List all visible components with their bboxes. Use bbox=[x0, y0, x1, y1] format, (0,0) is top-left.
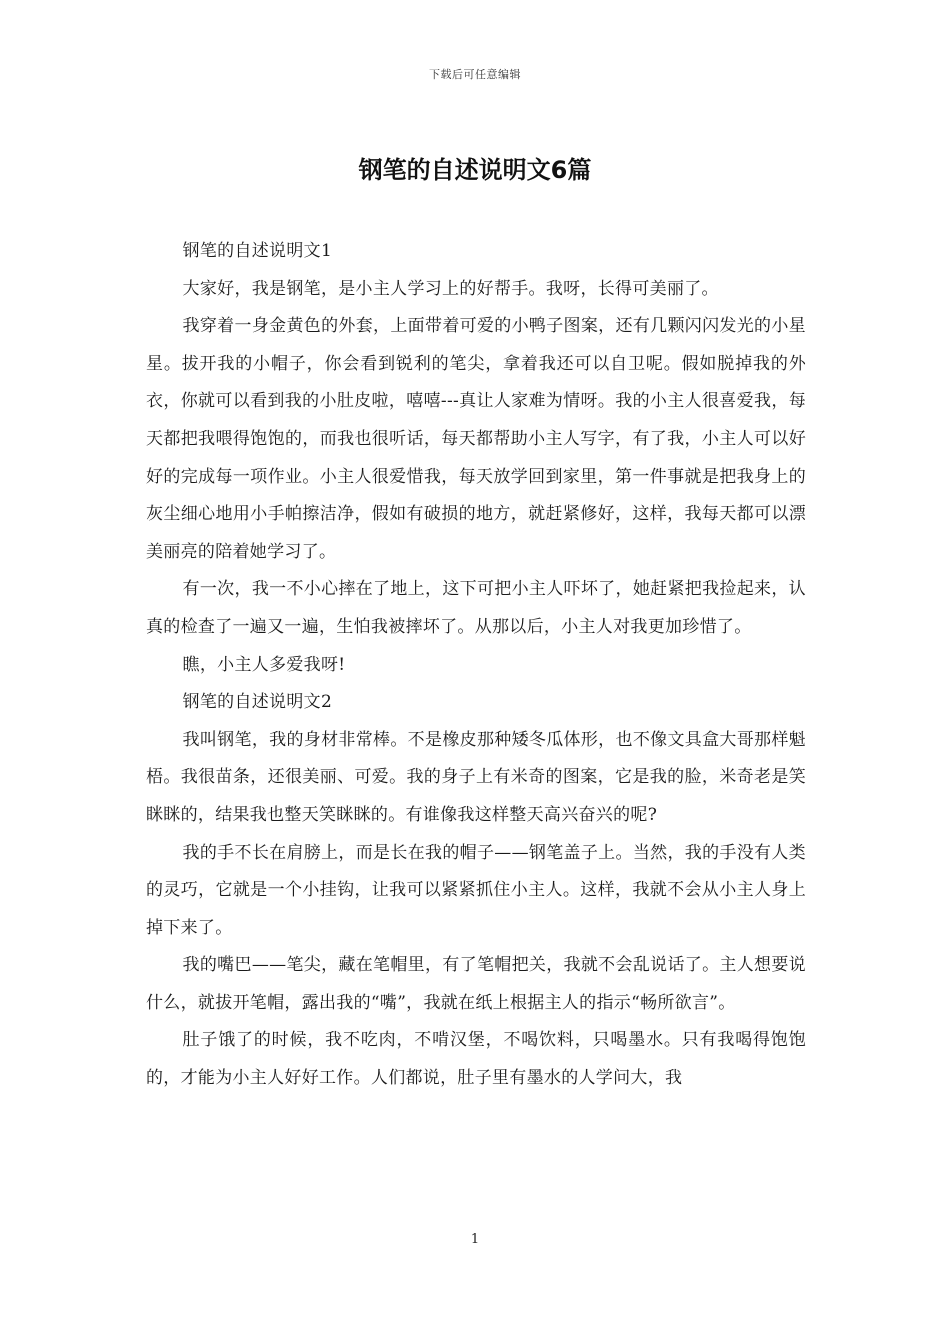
paragraph: 我穿着一身金黄色的外套，上面带着可爱的小鸭子图案，还有几颗闪闪发光的小星星。拔开我的小帽子，你会看到锐利的笔尖，拿着我还可以自卫呢。假如脱掉我的外衣，你就可以看到我的小肚皮啦，嘻嘻---真让人家难为情呀。我的小主人很喜爱我，每天都把我喂得饱饱的，而我也很听话，每天都帮助小主人写字，有了我，小主人可以好好的完成每一项作业。小主人很爱惜我，每天放学回到家里，第一件事就是把我身上的灰尘细心地用小手帕擦洁净，假如有破损的地方，就赶紧修好，这样，我每天都可以漂美丽亮的陪着她学习了。 bbox=[146, 316, 806, 562]
section-heading-2: 钢笔的自述说明文2 bbox=[182, 692, 333, 713]
document-title: 钢笔的自述说明文6篇 bbox=[358, 156, 592, 184]
header-note: 下载后可任意编辑 bbox=[429, 68, 521, 81]
paragraph: 大家好，我是钢笔，是小主人学习上的好帮手。我呀，长得可美丽了。 bbox=[182, 278, 719, 299]
paragraph: 瞧，小主人多爱我呀! bbox=[182, 654, 346, 675]
paragraph: 肚子饿了的时候，我不吃肉，不啃汉堡，不喝饮料，只喝墨水。只有我喝得饱饱的，才能为小主人好好工作。人们都说，肚子里有墨水的人学问大，我 bbox=[146, 1030, 806, 1089]
paragraph: 我的手不长在肩膀上，而是长在我的帽子——钢笔盖子上。当然，我的手没有人类的灵巧，它就是一个小挂钩，让我可以紧紧抓住小主人。这样，我就不会从小主人身上掉下来了。 bbox=[146, 842, 806, 938]
page-number: 1 bbox=[470, 1232, 480, 1247]
paragraph: 我叫钢笔，我的身材非常棒。不是橡皮那种矮冬瓜体形，也不像文具盒大哥那样魁梧。我很苗条，还很美丽、可爱。我的身子上有米奇的图案，它是我的脸，米奇老是笑眯眯的，结果我也整天笑眯眯的。有谁像我这样整天高兴奋兴的呢? bbox=[146, 729, 806, 825]
section-heading-1: 钢笔的自述说明文1 bbox=[182, 241, 333, 261]
paragraph: 我的嘴巴——笔尖，藏在笔帽里，有了笔帽把关，我就不会乱说话了。主人想要说什么，就拔开笔帽，露出我的“嘴”，我就在纸上根据主人的指示“畅所欲言”。 bbox=[146, 955, 806, 1013]
document-body bbox=[146, 233, 806, 1098]
paragraph: 有一次，我一不小心摔在了地上，这下可把小主人吓坏了，她赶紧把我捡起来，认真的检查了一遍又一遍，生怕我被摔坏了。从那以后，小主人对我更加珍惜了。 bbox=[146, 579, 806, 637]
